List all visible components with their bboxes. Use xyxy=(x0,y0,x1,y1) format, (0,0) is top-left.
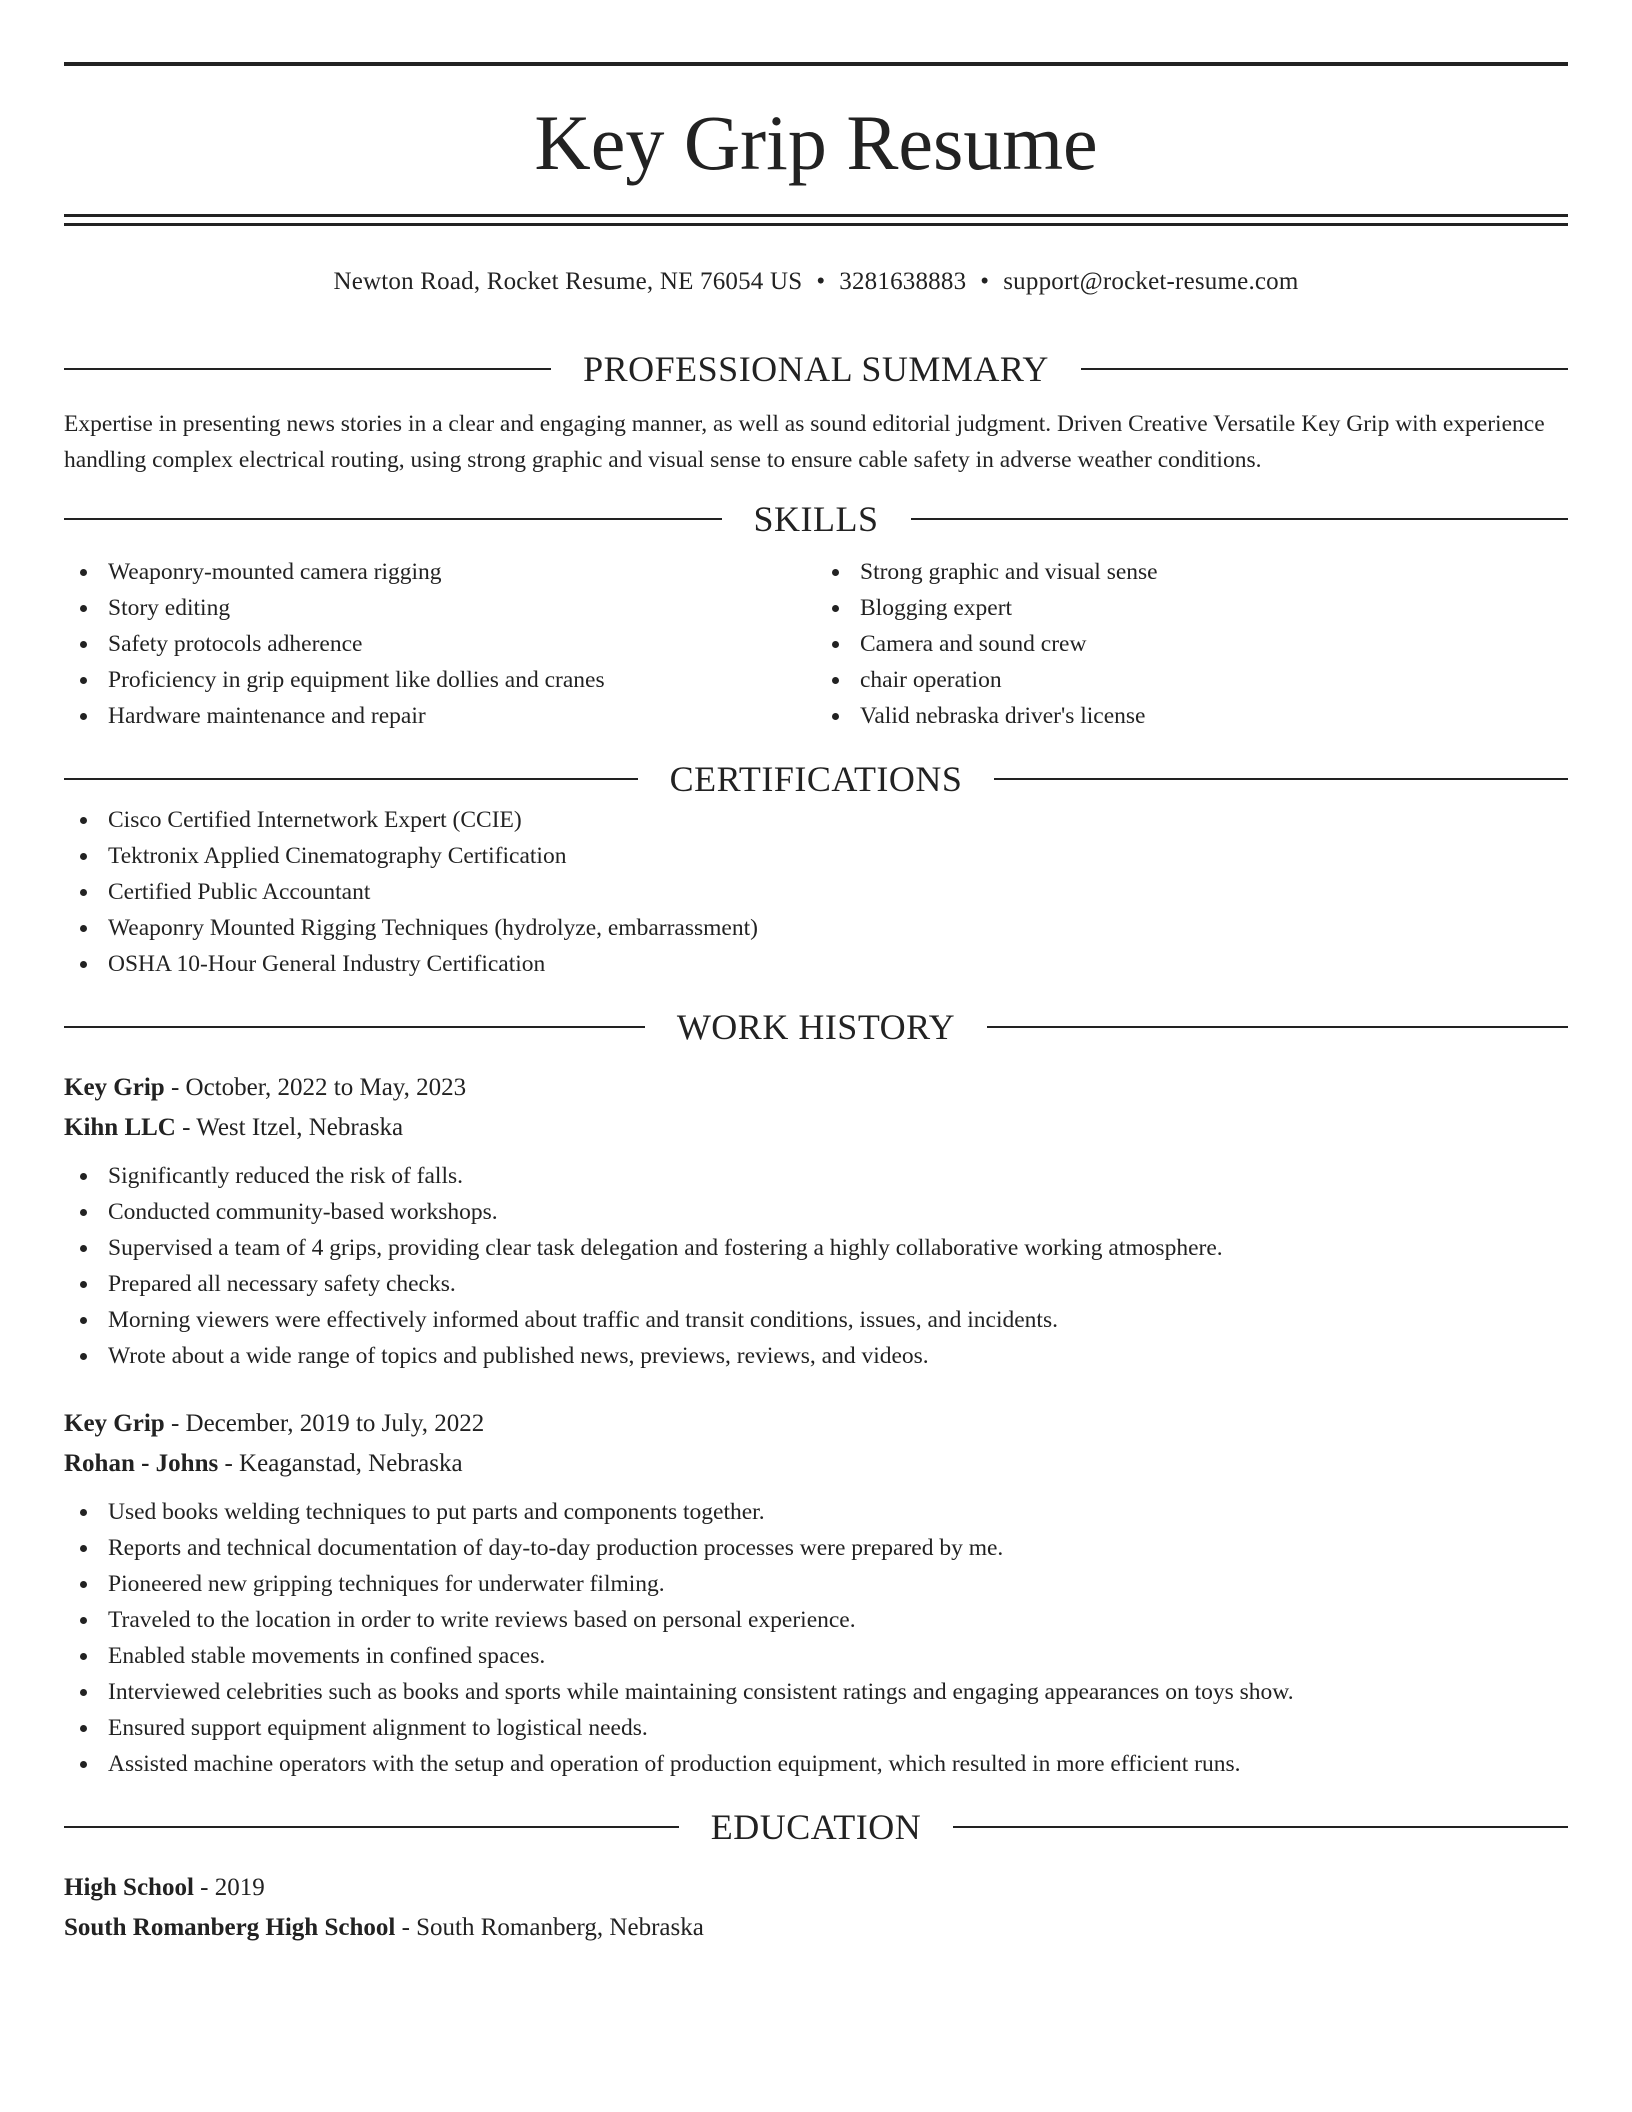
top-rule xyxy=(64,62,1568,66)
skill-item: Valid nebraska driver's license xyxy=(816,698,1568,734)
job-bullet: Ensured support equipment alignment to logistical needs. xyxy=(64,1710,1568,1746)
job-location: - Keaganstad, Nebraska xyxy=(218,1450,463,1477)
certifications-heading-label: CERTIFICATIONS xyxy=(669,759,963,799)
job-location: - West Itzel, Nebraska xyxy=(175,1114,404,1141)
skill-item: Strong graphic and visual sense xyxy=(816,554,1568,590)
page-title: Key Grip Resume xyxy=(534,99,1098,186)
job-company: Rohan - Johns xyxy=(64,1450,219,1477)
heading-rule-right xyxy=(987,1026,1568,1028)
heading-rule-right xyxy=(994,778,1568,780)
skill-item: Weaponry-mounted camera rigging xyxy=(64,554,816,590)
education-heading xyxy=(64,1804,1568,1850)
job-company-line xyxy=(64,1108,1568,1148)
skill-item: Safety protocols adherence xyxy=(64,626,816,662)
job-bullet: Morning viewers were effectively informed about traffic and transit conditions, issues, and incidents. xyxy=(64,1302,1568,1338)
heading-rule-left xyxy=(64,518,722,520)
contact-phone: 3281638883 xyxy=(839,268,967,295)
heading-rule-right xyxy=(953,1826,1568,1828)
job-bullets xyxy=(64,1158,1568,1374)
education-school: South Romanberg High School xyxy=(64,1914,396,1941)
skill-item: Story editing xyxy=(64,590,816,626)
contact-line xyxy=(64,262,1568,302)
job-bullets xyxy=(64,1494,1568,1782)
skill-item: chair operation xyxy=(816,662,1568,698)
heading-rule-left xyxy=(64,1826,679,1828)
education-heading-label: EDUCATION xyxy=(710,1807,922,1847)
job-bullet: Assisted machine operators with the setup and operation of production equipment, which resulted in more efficient runs. xyxy=(64,1746,1568,1782)
job-bullet: Prepared all necessary safety checks. xyxy=(64,1266,1568,1302)
job-bullet: Used books welding techniques to put parts and components together. xyxy=(64,1494,1568,1530)
job-title: Key Grip xyxy=(64,1410,165,1437)
job-title-line xyxy=(64,1068,1568,1108)
work-history-heading xyxy=(64,1004,1568,1050)
skill-item: Proficiency in grip equipment like dollies and cranes xyxy=(64,662,816,698)
work-history-heading-label: WORK HISTORY xyxy=(676,1007,956,1047)
skills-list-right xyxy=(816,554,1568,734)
contact-separator: • xyxy=(980,268,990,295)
skill-item: Blogging expert xyxy=(816,590,1568,626)
skills-heading xyxy=(64,496,1568,542)
certifications-list xyxy=(64,802,1568,982)
job-bullet: Reports and technical documentation of day-to-day production processes were prepared by me. xyxy=(64,1530,1568,1566)
education-degree-line xyxy=(64,1868,1568,1908)
summary-heading-label: PROFESSIONAL SUMMARY xyxy=(583,349,1049,389)
certification-item: Weaponry Mounted Rigging Techniques (hydrolyze, embarrassment) xyxy=(64,910,1568,946)
job-bullet: Wrote about a wide range of topics and published news, previews, reviews, and videos. xyxy=(64,1338,1568,1374)
education-year: - 2019 xyxy=(193,1874,265,1901)
contact-separator: • xyxy=(816,268,826,295)
job-dates: - December, 2019 to July, 2022 xyxy=(164,1410,485,1437)
summary-heading xyxy=(64,346,1568,392)
skill-item: Camera and sound crew xyxy=(816,626,1568,662)
heading-rule-right xyxy=(911,518,1569,520)
resume-header xyxy=(64,0,1568,302)
job-bullet: Traveled to the location in order to write reviews based on personal experience. xyxy=(64,1602,1568,1638)
job-bullet: Significantly reduced the risk of falls. xyxy=(64,1158,1568,1194)
heading-rule-left xyxy=(64,1026,645,1028)
skills-heading-label: SKILLS xyxy=(753,499,879,539)
summary-text: Expertise in presenting news stories in a clear and engaging manner, as well as sound editorial judgment. Driven Creative Versatile Key Grip with experience handling complex electrical routing, using strong graphic and visual sense to ensure cable safety in adverse weather conditions. xyxy=(64,411,1545,473)
certification-item: Cisco Certified Internetwork Expert (CCIE) xyxy=(64,802,1568,838)
certification-item: Certified Public Accountant xyxy=(64,874,1568,910)
certifications-heading xyxy=(64,756,1568,802)
job-title: Key Grip xyxy=(64,1074,165,1101)
heading-rule-left xyxy=(64,368,551,370)
education-degree: High School xyxy=(64,1874,194,1901)
education-entry xyxy=(64,1868,1568,1948)
job-bullet: Conducted community-based workshops. xyxy=(64,1194,1568,1230)
certification-item: OSHA 10-Hour General Industry Certification xyxy=(64,946,1568,982)
job-entry xyxy=(64,1068,1568,1374)
job-bullet: Supervised a team of 4 grips, providing clear task delegation and fostering a highly collaborative working atmosphere. xyxy=(64,1230,1568,1266)
job-company: Kihn LLC xyxy=(64,1114,176,1141)
job-company-line xyxy=(64,1444,1568,1484)
education-school-line xyxy=(64,1908,1568,1948)
contact-email[interactable]: support@rocket-resume.com xyxy=(1003,268,1299,295)
skill-item: Hardware maintenance and repair xyxy=(64,698,816,734)
heading-rule-right xyxy=(1081,368,1568,370)
certification-item: Tektronix Applied Cinematography Certification xyxy=(64,838,1568,874)
job-entry xyxy=(64,1404,1568,1782)
education-location: - South Romanberg, Nebraska xyxy=(395,1914,704,1941)
job-bullet: Pioneered new gripping techniques for underwater filming. xyxy=(64,1566,1568,1602)
skills-list-left xyxy=(64,554,816,734)
job-dates: - October, 2022 to May, 2023 xyxy=(164,1074,467,1101)
heading-rule-left xyxy=(64,778,638,780)
skills-grid xyxy=(64,554,1568,734)
job-bullet: Interviewed celebrities such as books and sports while maintaining consistent ratings and engaging appearances on toys show. xyxy=(64,1674,1568,1710)
job-title-line xyxy=(64,1404,1568,1444)
job-bullet: Enabled stable movements in confined spaces. xyxy=(64,1638,1568,1674)
contact-address: Newton Road, Rocket Resume, NE 76054 US xyxy=(333,268,803,295)
double-rule xyxy=(64,214,1568,226)
